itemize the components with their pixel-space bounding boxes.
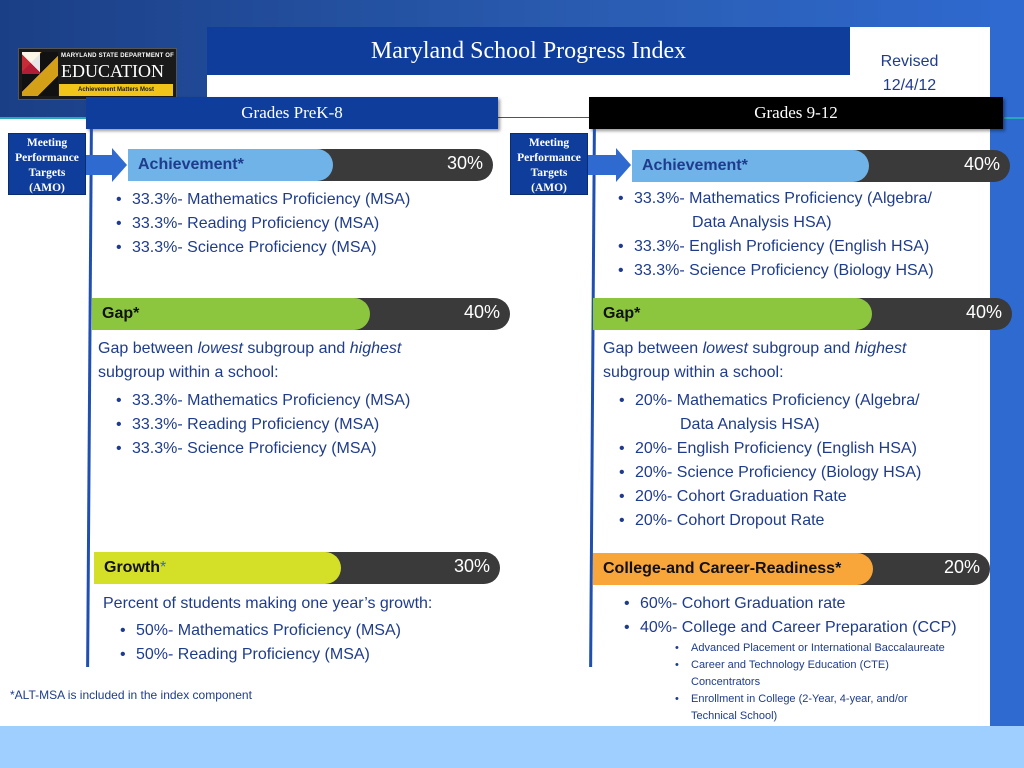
gap-desc-text: Gap between [603,340,703,357]
list-item: • 33.3%- Science Proficiency (MSA) [114,236,494,260]
list-item: • 60%- Cohort Graduation rate [622,592,988,616]
gap-bar-right [593,298,1012,330]
achievement-label: Achievement* [138,156,244,173]
gap-desc-emphasis: highest [854,340,907,357]
ccr-label: College-and Career-Readiness* [603,560,842,577]
amo-line: (AMO) [29,182,65,194]
amo-box-right [510,133,588,195]
ccr-weight: 20% [943,557,980,577]
arrow-right-icon [112,148,127,182]
logo-agency-name: MARYLAND STATE DEPARTMENT OF [61,53,175,59]
achievement-weight: 30% [446,153,483,173]
accent-line-left [0,117,86,119]
sub-list-item [673,657,990,691]
gap-bar-left [92,298,510,330]
gap-desc-emphasis: lowest [702,340,748,357]
gap-weight: 40% [463,302,500,322]
achievement-bar-right [632,150,1010,182]
sub-list-item-continuation: Concentrators [691,676,761,688]
list-item-text: 33.3%- Mathematics Proficiency (Algebra/ [634,190,932,207]
list-item: • 50%- Mathematics Proficiency (MSA) [118,619,498,643]
growth-description: Percent of students making one year’s growth: [103,595,433,612]
accent-line-right [1004,117,1024,119]
list-item: • 33.3%- Reading Proficiency (MSA) [114,212,494,236]
logo-tagline: Achievement Matters Most [59,84,173,96]
bottom-band [0,726,1024,768]
column-header-prek8: Grades PreK-8 [86,97,498,129]
list-item: • 33.3%- Science Proficiency (Biology HSA) [616,259,986,283]
list-item: • 33.3%- Mathematics Proficiency (MSA) [114,389,494,413]
sub-list-item: • Advanced Placement or International Baccalaureate [673,640,990,657]
list-item-continuation: Data Analysis HSA) [680,416,820,433]
gap-desc-text: subgroup within a school: [98,364,279,381]
amo-line: Performance [15,152,79,164]
growth-label [104,552,166,584]
achievement-list-right [616,187,986,283]
list-item [617,389,987,437]
sub-list-item-text: Enrollment in College (2-Year, 4-year, and/or [691,693,908,705]
ccp-sublist [673,640,990,725]
gap-label: Gap* [102,305,140,322]
revised-value: 12/4/12 [882,77,937,94]
maryland-flag-crossbottony [22,52,40,74]
ccr-bar-right [593,553,990,585]
gap-label: Gap* [603,305,641,322]
gap-desc-text: subgroup and [242,340,350,357]
list-item: • 20%- Science Proficiency (Biology HSA) [617,461,987,485]
list-item: • 33.3%- Reading Proficiency (MSA) [114,413,494,437]
list-item: • 50%- Reading Proficiency (MSA) [118,643,498,667]
achievement-list-left [114,188,494,260]
gap-description-right [603,337,983,385]
sub-list-item-text: Career and Technology Education (CTE) [691,659,889,671]
amo-line: Targets [28,167,66,179]
list-item-text: 20%- Mathematics Proficiency (Algebra/ [635,392,920,409]
amo-line: (AMO) [531,182,567,194]
sub-list-item-continuation: Technical School) [691,710,778,722]
growth-asterisk: * [160,559,167,576]
list-item: • 20%- Cohort Dropout Rate [617,509,987,533]
msde-logo [18,48,177,100]
gap-list-left [114,389,494,461]
achievement-weight: 40% [963,154,1000,174]
list-item: • 33.3%- Science Proficiency (MSA) [114,437,494,461]
gap-weight: 40% [965,302,1002,322]
list-item: • 20%- Cohort Graduation Rate [617,485,987,509]
achievement-bar-left [128,149,493,181]
gap-list-right [617,389,987,533]
list-item [616,187,986,235]
gap-desc-text: subgroup within a school: [603,364,784,381]
list-item: • 33.3%- Mathematics Proficiency (MSA) [114,188,494,212]
growth-label-text: Growth [104,559,160,576]
gap-description-left [98,337,498,385]
ccr-list-right [622,592,988,640]
amo-arrow-shaft-right [588,155,616,175]
list-item: • 33.3%- English Proficiency (English HSA) [616,235,986,259]
gap-desc-emphasis: lowest [197,340,243,357]
list-item: • 40%- College and Career Preparation (CCP) [622,616,988,640]
gap-desc-text: subgroup and [747,340,855,357]
column-header-9-12: Grades 9-12 [589,97,1003,129]
amo-line: Performance [517,152,581,164]
amo-line: Meeting [528,137,570,149]
revised-date [862,50,957,98]
achievement-label: Achievement* [642,157,748,174]
gap-desc-text: Gap between [98,340,198,357]
footnote: *ALT-MSA is included in the index component [10,688,252,702]
amo-line: Meeting [26,137,68,149]
growth-list-left [118,619,498,667]
page-title: Maryland School Progress Index [207,27,850,75]
revised-label: Revised [880,53,939,70]
amo-arrow-shaft-left [86,155,112,175]
arrow-right-icon [616,148,631,182]
growth-weight: 30% [453,556,490,576]
gap-desc-emphasis: highest [349,340,402,357]
amo-box-left [8,133,86,195]
list-item: • 20%- English Proficiency (English HSA) [617,437,987,461]
list-item-continuation: Data Analysis HSA) [692,214,832,231]
sub-list-item [673,691,990,725]
logo-education-word: EDUCATION [61,61,164,81]
amo-line: Targets [530,167,568,179]
growth-bar-left [94,552,500,584]
